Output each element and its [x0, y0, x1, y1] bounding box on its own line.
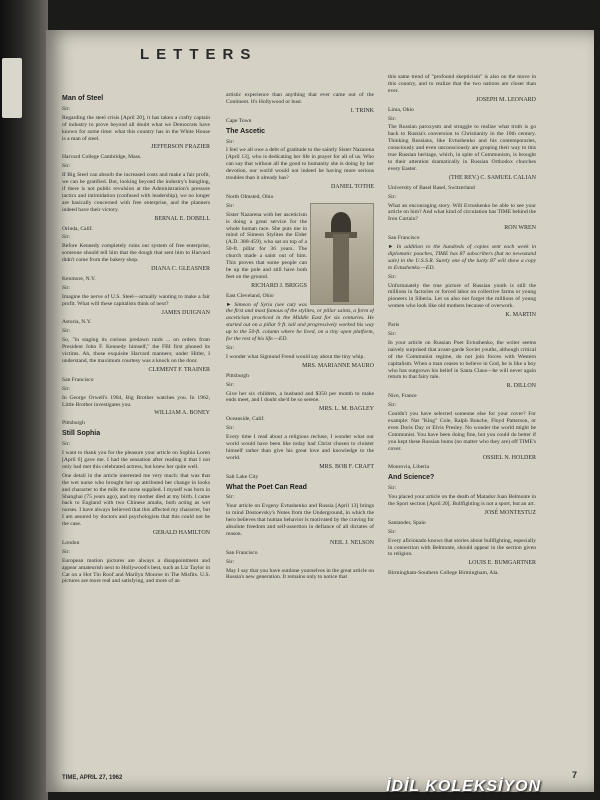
letter-text: Before Kennedy completely ruins our system of free enterprise, someone should tell him that the dough that sent him to Harvard didn't come from the bakery shop. — [62, 243, 210, 264]
letter-text: artistic experience than anything that ever came out of the Continent. It's Hollywood or bust. — [226, 92, 374, 105]
location: San Francisco — [62, 376, 94, 383]
section-heading: Still Sophia — [62, 430, 101, 438]
letter-text: this same trend of "profound skepticism" is also on the move in this country, and to realize that the two nations are closer than ever. — [388, 74, 536, 94]
location: Nice, France — [388, 393, 417, 400]
salutation: Sir: — [388, 273, 397, 280]
column-1 — [62, 92, 210, 782]
letter-text: Couldn't you have selected someone else for your cover? For example: Nat "King" Cole, Ralph Bunche, Floyd Patterson, or even Doris Day or Elvis Presley. No wonder the world might be Communist. You have been doing fine, but you could do better if you kept these Russian bums (no matter who they are) off TIME's cover. — [388, 411, 536, 452]
salutation: Sir: — [62, 441, 71, 448]
letter-text: I want to thank you for the pleasure your article on Sophia Loren [April 6] gave me. I had the sensation after reading it that I not only had met this celebrated actress, but knew her quite well. — [62, 450, 210, 470]
salutation: Sir: — [226, 425, 235, 432]
location: San Francisco — [226, 549, 258, 556]
signature: JEFFERSON FRAZIER — [151, 144, 210, 151]
section-heading: What the Poet Can Read — [226, 483, 307, 491]
letter-text: The Russian paroxysm and struggle to realize what truth is go back to Russia's conversion to Christianity in the 10th century. Thinking Russians, like Evtushenko and his contemporaries, consciously and even unconsciously are groping their way to this true Russian heritage, which, in spite of Communism, is brought to their attention dramatically in Russian Orthodox churches every Easter. — [388, 124, 536, 172]
location: San Francisco — [388, 235, 420, 242]
signature: (THE REV.) C. SAMUEL CALIAN — [449, 174, 536, 181]
signature: NEIL J. NELSON — [330, 539, 374, 546]
signature: JOSEPH M. LEONARD — [476, 96, 536, 103]
watermark: İDİL KOLEKSİYON — [386, 778, 542, 795]
letter-text: Unfortunately the true picture of Russian youth is still the millions in factories or forced labor on collective farms or young pioneers in Siberia. Let us also not forget the millions of young women who look like old mothers because of overwork. — [388, 282, 536, 310]
letter-text: In George Orwell's 1984, Big Brother watches you. In 1962, Little Brother investigates you. — [62, 394, 210, 408]
salutation: Sir: — [62, 548, 71, 555]
letter-text: So, "in staging its curious predawn raids ... on orders from President John F. Kennedy himself," the FBI first phoned its victims. Ah, those exquisite Harvard manners; under Hitler, I understand, the maximum courtesy was a knock on the door. — [62, 337, 210, 364]
page-number: 7 — [572, 770, 578, 780]
binding-logo-icon — [2, 58, 22, 118]
location: Cape Town — [226, 117, 252, 124]
letter-text: May I say that you have outdone yourselves in the great article on Russia's new generation. It remains only to notice that — [226, 567, 374, 581]
letter-text: I wonder what Sigmund Freud would say about the tiny whip. — [226, 353, 365, 360]
signature: DANIEL TOTHE — [330, 183, 374, 190]
letter-text: Every time I read about a religious recluse, I wonder what our world would have been like today had Christ chosen to cloister himself rather than give his great love and knowledge to the world. — [226, 434, 374, 461]
letter-text: You placed your article on the death of Matador Juan Belmonte in the Sport section [April 20]. Bullfighting is not a sport, but an art. — [388, 494, 536, 508]
editor-note: ► Simeon of Syria (see cut) was the first and most famous of the stylites, or pillar saints, a form of asceticism practiced in the Middle East for six centuries. He started out on a pillar 9 ft. tall and progressively worked his way up to the 50-ft. column where he lived, on a tiny open platform, for the rest of his life.—ED. — [226, 301, 374, 343]
column-2 — [226, 92, 374, 762]
location: North Olmsted, Ohio — [226, 193, 274, 200]
location: Monrovia, Liberia — [388, 464, 430, 471]
signature: CLEMENT F. TRAINER — [148, 366, 210, 373]
letter-text: Every aficionado knows that stories about bullfighting, especially in connection with Belmonte, should appear in the section given to religion. — [388, 537, 536, 558]
letter-text: If Big Steel can absorb the increased costs and make a fair profit, we can be gratified. But, looking beyond the industry's bungling, if there is not public revulsion at the Administration's pressure tactics and intimidation (confused with leadership), we no longer are basically concerned with free enterprise, and the planners indeed have their victory. — [62, 172, 210, 213]
signature: MRS. MARIANNE MAURO — [302, 362, 374, 369]
salutation: Sir: — [62, 385, 71, 392]
location: Salt Lake City — [226, 473, 259, 480]
section-heading: Man of Steel — [62, 95, 104, 102]
signature: DIANA C. GLEASNER — [151, 266, 210, 273]
signature: I. TRINK — [350, 107, 374, 114]
salutation: Sir: — [226, 381, 235, 388]
salutation: Sir: — [226, 202, 235, 209]
location: Orinda, Calif. — [62, 225, 93, 232]
signature: R. DILLON — [506, 383, 536, 390]
salutation: Sir: — [62, 234, 71, 241]
salutation: Sir: — [226, 138, 235, 145]
letter-text: In your article on Russian Poet Evtushenko, the writer seems naively surprised that avant-garde Soviet youths, although critical of the Communist regime, do not join forces with Western capitalism. When a man ceases to believe in God, he is like a boy who has outgrown his belief in Santa Claus—he will never again return to that fairy tale. — [388, 339, 536, 381]
location: Paris — [388, 322, 400, 329]
section-heading: The Ascetic — [226, 127, 266, 135]
letter-text: Sister Nazarena with her asceticism is doing a great service for the whole human race. She puts me in mind of Simeon Stylites the Elder (A.D. 388-459), who sat on top of a 50-ft. pillar for 36 years. The church made a saint out of him. This proves that some people can be up the pole and still have both feet on the ground. — [226, 211, 307, 280]
signature: BERNAL E. DOBELL — [154, 215, 210, 222]
stylite-illustration — [310, 203, 374, 305]
magazine-binding — [0, 0, 48, 800]
signature: GERALD HAMILTON — [152, 530, 210, 537]
location: Birmingham-Southern College Birmingham, Ala. — [388, 570, 499, 577]
location: Kenmore, N.Y. — [62, 275, 96, 282]
letter-text: Your article on Evgeny Evtushenko and Russia [April 13] brings to mind Dostoevsky's Notes from the Underground, in which the hero believes that human behavior is motivated by the craving for absolute freedom and self-assertion in defiance of all dictates of reason. — [226, 503, 374, 537]
signature: OSSIEL N. HOLDER — [482, 454, 536, 461]
salutation: Sir: — [62, 105, 71, 112]
pillar-icon — [333, 234, 349, 302]
signature: JOSÉ MONTESTUZ — [484, 509, 536, 516]
editor-note: ► In addition to the hundreds of copies sent each week in diplomatic pouches, TIME has 87 subscribers (but no newsstand sale) in the U.S.S.R. Surely one of the lucky 87 will show a copy to Evtushenko.—ED. — [388, 244, 536, 271]
salutation: Sir: — [388, 485, 397, 492]
signature: RON WREN — [504, 225, 536, 232]
location: Santander, Spain — [388, 519, 426, 526]
salutation: Sir: — [226, 345, 235, 351]
salutation: Sir: — [388, 331, 397, 337]
salutation: Sir: — [226, 494, 235, 501]
salutation: Sir: — [62, 284, 71, 291]
signature: WILLIAM A. BONEY — [154, 410, 210, 417]
location: Pittsburgh — [226, 372, 249, 379]
signature: LOUIS E. BUMGARTNER — [468, 560, 536, 567]
signature: RICHARD J. BRIGGS — [251, 282, 307, 289]
salutation: Sir: — [388, 528, 397, 535]
signature: K. MARTIN — [505, 312, 536, 319]
letter-text: I feel we all owe a debt of gratitude to the saintly Sister Nazarena [April 13], who is dedicating her life in prayer for all of us. Who can say that without all the good to humanity she is doing by her devotion, our world would not indeed be having more serious troubles than it already has? — [226, 147, 374, 182]
letter-text: One detail in the article interested me very much: that was that the wet nurse who brought her up attributed her change in looks and character to the milk the nurse supplied. I myself was born in Shanghai (75 years ago), and my mother died at my birth. I came back to England with two Chinese amahs, both acting as wet nurses. I have always believed that this affected my character, but I am assured by doctors and psychologists that this could not be the case. — [62, 472, 210, 528]
letter-text: Give her six children, a husband and $350 per month to make ends meet, and I doubt she'd be so serene. — [226, 390, 374, 404]
letter-text: European motion pictures are always a disappointment and appear amateurish next to Hollywood's best, such as Liz Taylor in Cat on a Hot Tin Roof and Marilyn Monroe in The Misfits. U.S. pictures are more real and satisfying, and more of an — [62, 557, 210, 585]
location: Astoria, N.Y. — [62, 319, 92, 326]
location: Harvard College Cambridge, Mass. — [62, 154, 142, 161]
issue-date: TIME, APRIL 27, 1962 — [62, 775, 123, 781]
salutation: Sir: — [388, 402, 397, 409]
letter-text: Regarding the steel crisis [April 20], it has taken a crafty captain of industry to prove beyond all doubt what we Democrats have known for some time: what this country has in the White House is a man of steel. — [62, 114, 210, 142]
salutation: Sir: — [388, 193, 397, 200]
location: East Cleveland, Ohio — [226, 292, 274, 299]
salutation: Sir: — [62, 163, 71, 170]
page-title: LETTERS — [140, 46, 258, 63]
signature: JAMES DUIGNAN — [161, 309, 210, 316]
location: University of Basel Basel, Switzerland — [388, 184, 475, 191]
salutation: Sir: — [388, 115, 397, 122]
location: London — [62, 539, 80, 546]
location: Lima, Ohio — [388, 106, 414, 113]
letter-text: What an encouraging story. Will Evtushenko be able to see your article on him? And what kind of circulation has TIME behind the Iron Curtain? — [388, 202, 536, 223]
location: Pittsburgh — [62, 420, 85, 427]
location: Oceanside, Calif. — [226, 416, 265, 423]
letter-text: Imagine the nerve of U.S. Steel—actually wanting to make a fair profit. What will these capitalists think of next? — [62, 293, 210, 307]
section-heading: And Science? — [388, 474, 435, 482]
salutation: Sir: — [226, 558, 235, 565]
salutation: Sir: — [62, 328, 71, 335]
signature: MRS. BOB F. CRAFT — [319, 463, 374, 470]
column-3 — [388, 74, 536, 766]
signature: MRS. L. M. BAGLEY — [318, 406, 374, 413]
